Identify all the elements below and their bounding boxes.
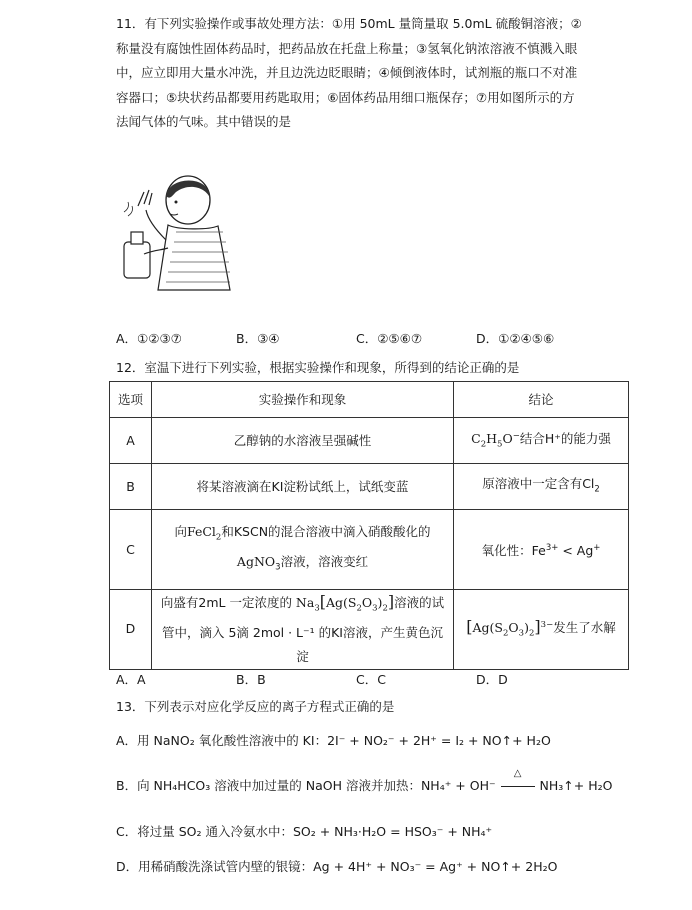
q11-option-d[interactable]: D．①②④⑤⑥ [476,331,555,346]
row-b-operation: 将某溶液滴在KI淀粉试纸上，试纸变蓝 [152,464,454,510]
row-a-operation: 乙醇钠的水溶液呈强碱性 [152,418,454,464]
table-row [110,510,629,590]
q12-option-b[interactable]: B．B [236,672,266,687]
q11-option-c[interactable]: C．②⑤⑥⑦ [356,331,423,346]
row-b-option: B [110,464,152,510]
row-d-conclusion: $[Ag(S_2O_3)_2]^{3-}$发生了水解 [454,590,629,670]
question-12-stem: 12．室温下进行下列实验，根据实验操作和现象，所得到的结论正确的是 [116,360,520,375]
q13-option-d[interactable]: D．用稀硝酸洗涤试管内壁的银镜：Ag + 4H⁺ + NO₃⁻ = Ag⁺ + NO↑+ 2H₂O [116,859,558,874]
q12-option-d[interactable]: D．D [476,672,508,687]
q11-option-b[interactable]: B．③④ [236,331,280,346]
row-d-operation: 向盛有2mL 一定浓度的 $Na_3[Ag(S_2O_3)_2]$溶液的试 管中，滴入 5滴 2mol · L⁻¹ 的KI溶液，产生黄色沉淀 [152,590,454,670]
question-11-options [116,329,596,347]
header-option: 选项 [110,382,152,418]
row-d-option: D [110,590,152,670]
question-13-stem: 13．下列表示对应化学反应的离子方程式正确的是 [116,699,395,714]
row-a-conclusion: $C_2H_5O^-$结合H⁺的能力强 [454,418,629,464]
question-12-options [116,670,596,688]
table-row [110,464,629,510]
table-row [110,590,629,670]
heat-symbol: △ [513,768,522,779]
q12-option-a[interactable]: A．A [116,672,146,687]
smelling-gas-illustration [118,170,238,300]
experiment-table [109,381,629,670]
row-b-conclusion: 原溶液中一定含有$Cl_2$ [454,464,629,510]
question-11-text: 11．有下列实验操作或事故处理方法：①用 50mL 量筒量取 5.0mL 硫酸铜溶液；②称量没有腐蚀性固体药品时，把药品放在托盘上称量；③氢氧化钠浓溶液不慎溅入眼中，应立即用大量水冲洗，并且边洗边眨眼睛；④倾倒液体时，试剂瓶的瓶口不对准容器口；⑤块状药品都要用药匙取用；⑥固体药品用细口瓶保存；⑦用如图所示的方法闻气体的气味。其中错误的是 [116,16,582,129]
q13-option-c[interactable]: C．将过量 SO₂ 通入冷氨水中：SO₂ + NH₃·H₂O = HSO₃⁻ + NH₄⁺ [116,824,493,839]
row-c-conclusion: 氧化性：$Fe^{3+} < Ag^+$ [454,510,629,590]
row-c-operation: 向FeCl$_2$和KSCN的混合溶液中滴入硝酸酸化的 AgNO$_3$溶液，溶液变红 [152,510,454,590]
table-header-row [110,382,629,418]
row-c-option: C [110,510,152,590]
q13-option-b[interactable]: B．向 NH₄HCO₃ 溶液中加过量的 NaOH 溶液并加热：NH₄⁺ + OH⁻ △ NH₃↑+ H₂O [116,776,612,796]
header-conclusion: 结论 [454,382,629,418]
header-operation: 实验操作和现象 [152,382,454,418]
row-a-option: A [110,418,152,464]
q13-option-a[interactable]: A．用 NaNO₂ 氧化酸性溶液中的 KI：2I⁻ + NO₂⁻ + 2H⁺ = I₂ + NO↑+ H₂O [116,733,551,748]
q12-option-c[interactable]: C．C [356,672,386,687]
q11-option-a[interactable]: A．①②③⑦ [116,331,182,346]
table-row [110,418,629,464]
